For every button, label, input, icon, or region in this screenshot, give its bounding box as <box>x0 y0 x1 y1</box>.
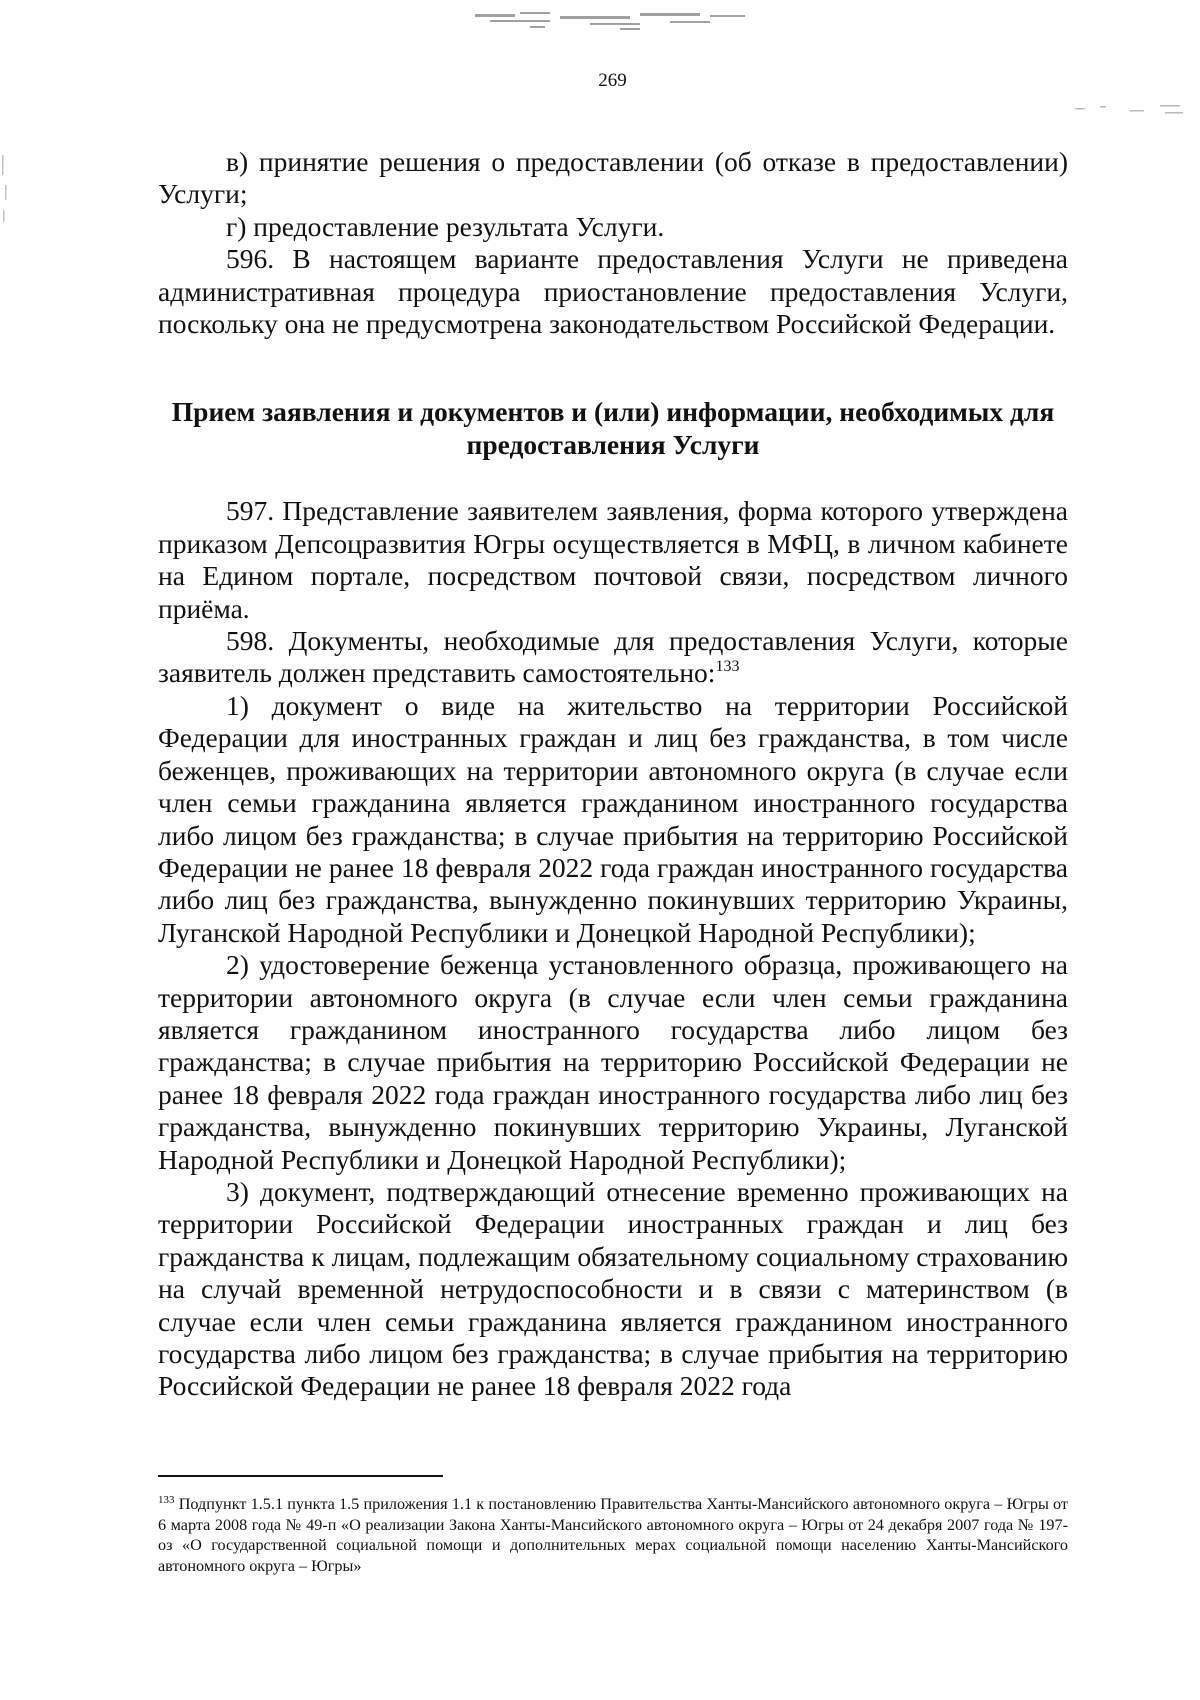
footnote <box>158 1494 1068 1576</box>
paragraph-597: 597. Представление заявителем заявления, форма которого утверждена приказом Депсоцразвития Югры осуществляется в МФЦ, в личном кабинете на Едином портале, посредством почтовой связи, посредством личного приёма. <box>158 495 1068 624</box>
paragraph-596: 596. В настоящем варианте предоставления Услуги не приведена административная процедура приостановление предоставления Услуги, поскольку она не предусмотрена законодательством Российской Федерации. <box>158 243 1068 340</box>
scan-artifact-left-edge <box>0 150 12 230</box>
scan-artifact-top <box>470 6 770 36</box>
footnote-text: Подпункт 1.5.1 пункта 1.5 приложения 1.1 к постановлению Правительства Ханты-Мансийского автономного округа – Югры от 6 марта 2008 года № 49-п «О реализации Закона Ханты-Мансийского автономного округа – Югры от 24 декабря 2007 года № 197-оз «О государственной социальной помощи и дополнительных мерах социальной помощи населению Ханты-Мансийского автономного округа – Югры» <box>158 1495 1069 1575</box>
list-item-g: г) предоставление результата Услуги. <box>226 210 665 242</box>
footnote-separator <box>158 1475 443 1477</box>
footnote-number: 133 <box>158 1494 175 1506</box>
list-item-2: 2) удостоверение беженца установленного образца, проживающего на территории автономного округа (в случае если член семьи гражданина является гражданином иностранного государства либо лицом без гражданства; в случае прибытия на территорию Российской Федерации не ранее 18 февраля 2022 года граждан иностранного государства либо лиц без гражданства, вынужденно покинувших территорию Украины, Луганской Народной Республики и Донецкой Народной Республики); <box>158 949 1068 1175</box>
document-body <box>158 146 1068 1403</box>
list-item-1: 1) документ о виде на жительство на территории Российской Федерации для иностранных граждан и лиц без гражданства, в том числе беженцев, проживающих на территории автономного округа (в случае если член семьи гражданина является гражданином иностранного государства либо лицом без гражданства; в случае прибытия на территорию Российской Федерации не ранее 18 февраля 2022 года граждан иностранного государства либо лиц без гражданства, вынужденно покинувших территорию Украины, Луганской Народной Республики и Донецкой Народной Республики); <box>158 689 1068 948</box>
list-item-v: в) принятие решения о предоставлении (об отказе в предоставлении) Услуги; <box>158 146 1068 210</box>
list-item-3: 3) документ, подтверждающий отнесение временно проживающих на территории Российской Федерации иностранных граждан и лиц без гражданства к лицам, подлежащим обязательному социальному страхованию на случай временной нетрудоспособности и в связи с материнством (в случае если член семьи гражданина является гражданином иностранного государства либо лицом без гражданства; в случае прибытия на территорию Российской Федерации не ранее 18 февраля 2022 года <box>158 1175 1068 1402</box>
paragraph-598 <box>158 625 1068 690</box>
footnote-reference[interactable]: 133 <box>715 658 740 676</box>
section-heading: Прием заявления и документов и (или) информации, необходимых для предоставления Услуги <box>171 396 1055 461</box>
page-number: 269 <box>598 70 627 91</box>
scan-artifact-right <box>1070 100 1190 120</box>
paragraph-598-text: 598. Документы, необходимые для предоставления Услуги, которые заявитель должен представить самостоятельно: <box>158 625 1068 689</box>
